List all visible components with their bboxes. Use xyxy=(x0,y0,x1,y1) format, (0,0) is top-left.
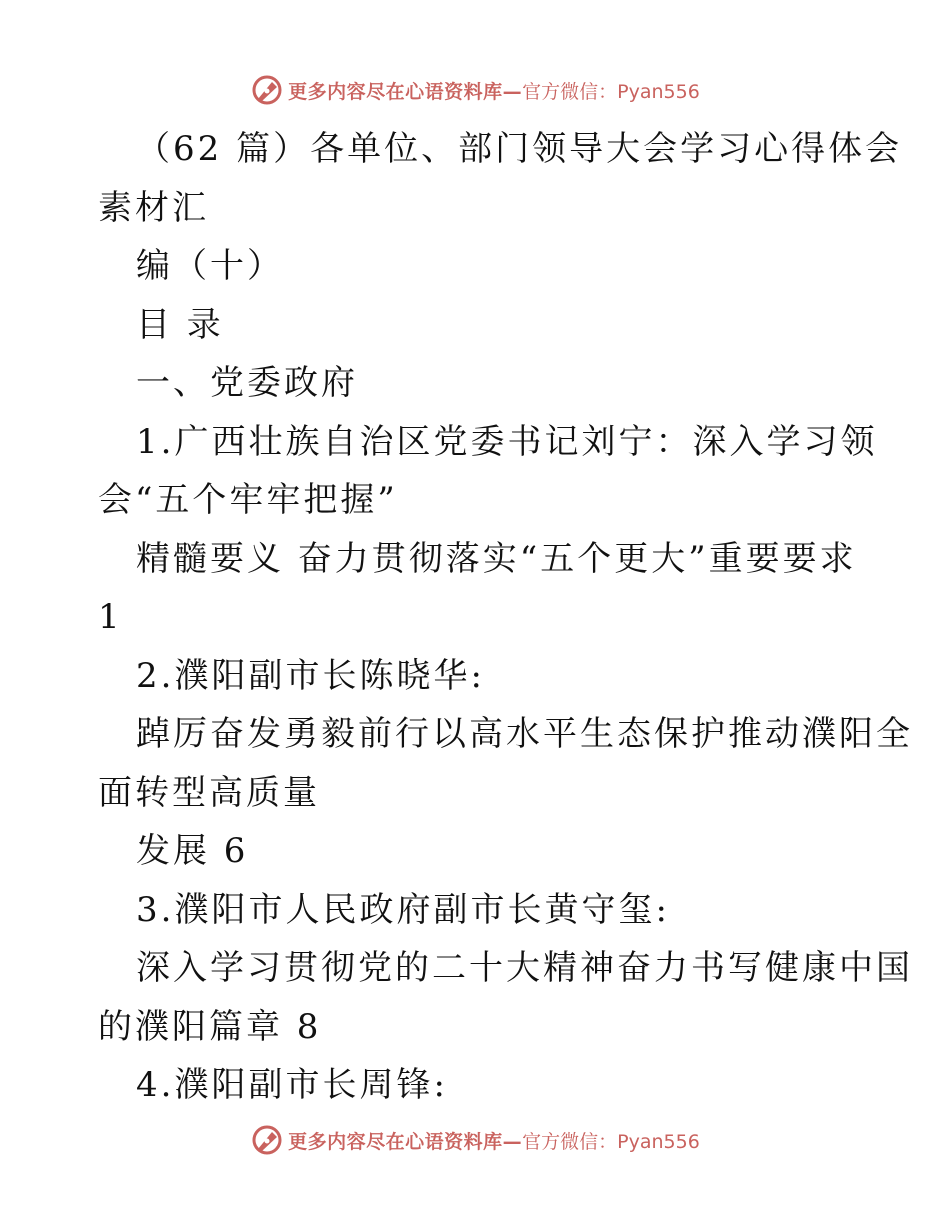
document-body xyxy=(98,120,913,1115)
pen-nib-logo-icon xyxy=(250,1123,284,1157)
toc-entry-1-cont: 会“五个牢牢把握” xyxy=(98,480,398,520)
footer-watermark xyxy=(0,1120,950,1160)
toc-entry-2-title: 踔厉奋发勇毅前行以高水平生态保护推动濮阳全 xyxy=(136,714,913,754)
toc-entry-3: 3.濮阳市人民政府副市长黄守玺: xyxy=(136,889,670,930)
toc-entry-1-cont2: 精髓要义 奋力贯彻落实“五个更大”重要要求 xyxy=(136,538,857,579)
wechat-text: 官方微信：Pyan556 xyxy=(522,80,700,103)
edition-line: 编（十） xyxy=(136,246,284,286)
section-heading: 一、党委政府 xyxy=(136,363,358,403)
toc-entry-2-cont: 面转型高质量 xyxy=(98,772,320,813)
toc-entry-2-page: 发展 6 xyxy=(136,831,249,871)
toc-entry-4: 4.濮阳副市长周锋: xyxy=(136,1065,448,1105)
toc-entry-1-page: 1 xyxy=(98,597,123,637)
title-line-2: 素材汇 xyxy=(98,187,209,228)
pen-nib-logo-icon xyxy=(250,73,284,107)
toc-entry-3-title: 深入学习贯彻党的二十大精神奋力书写健康中国 xyxy=(136,948,913,988)
header-watermark xyxy=(0,70,950,110)
toc-entry-3-page: 的濮阳篇章 8 xyxy=(98,1006,322,1047)
brand-text: 更多内容尽在心语资料库— xyxy=(288,80,523,103)
toc-entry-2: 2.濮阳副市长陈晓华: xyxy=(136,655,485,696)
brand-text: 更多内容尽在心语资料库— xyxy=(288,1130,523,1153)
wechat-text: 官方微信：Pyan556 xyxy=(522,1130,700,1153)
toc-entry-1: 1.广西壮族自治区党委书记刘宁：深入学习领 xyxy=(136,421,878,462)
toc-heading: 目 录 xyxy=(136,304,224,345)
title-line-1: （62 篇）各单位、部门领导大会学习心得体会 xyxy=(136,129,903,169)
